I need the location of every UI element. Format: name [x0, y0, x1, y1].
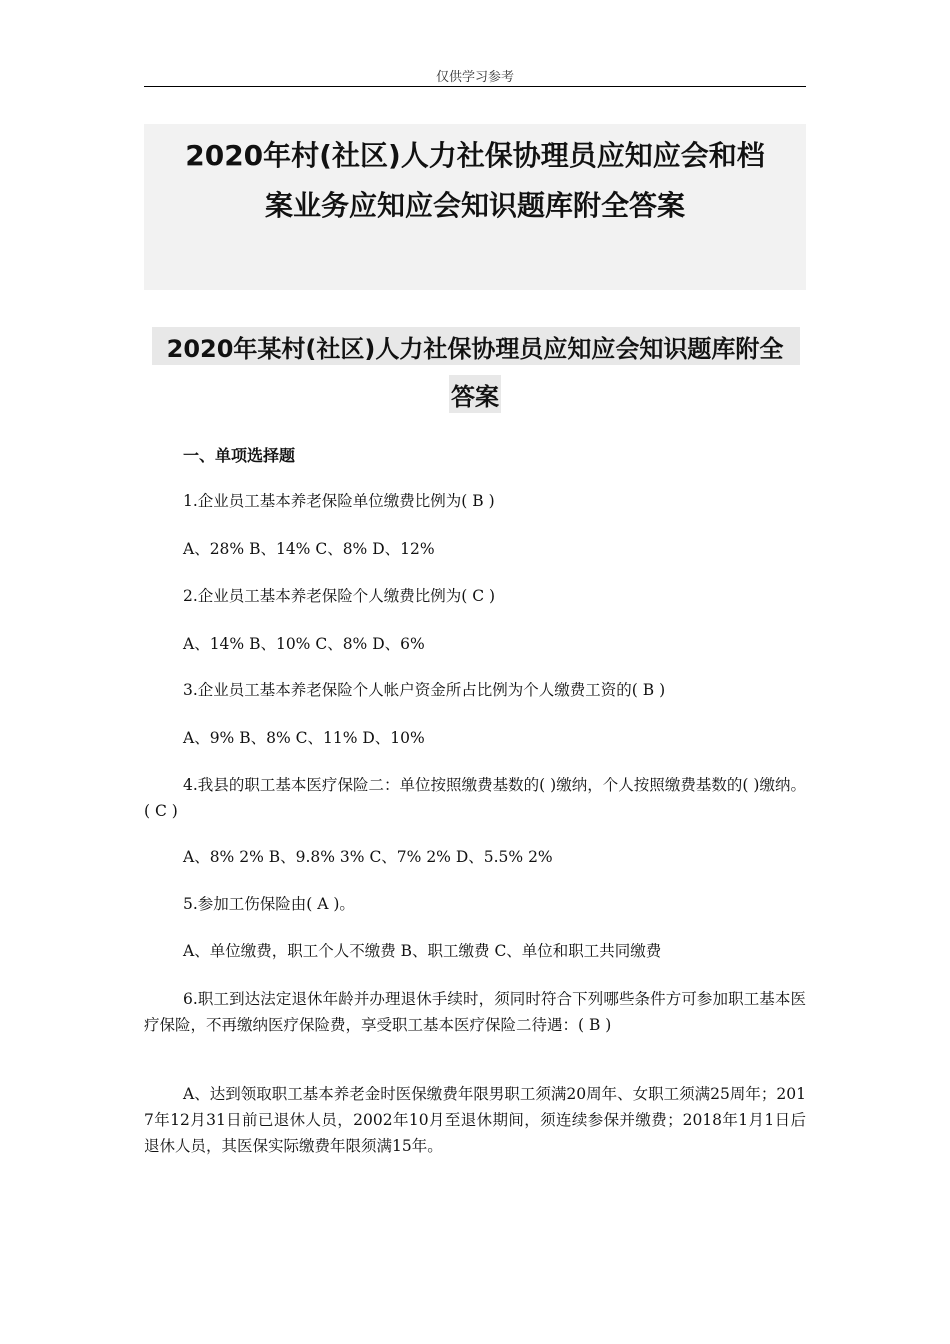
- document-subtitle-line-2: 答案: [451, 383, 499, 411]
- page-header-text: 仅供学习参考: [435, 70, 514, 85]
- section-heading: 一、单项选择题: [183, 446, 296, 465]
- question-1: 1.企业员工基本养老保险单位缴费比例为( B ): [183, 492, 495, 510]
- question-6-option-a: A、达到领取职工基本养老金时医保缴费年限男职工须满20周年、女职工须满25周年；2017年12月31日前已退休人员，2002年10月至退休期间，须连续参保并缴费；2018年1月1日后退休人员，其医保实际缴费年限须满15年。: [144, 1085, 806, 1155]
- question-5-options: A、单位缴费，职工个人不缴费 B、职工缴费 C、单位和职工共同缴费: [183, 942, 662, 960]
- question-2-options: A、14% B、10% C、8% D、6%: [183, 635, 425, 653]
- question-4-options: A、8% 2% B、9.8% 3% C、7% 2% D、5.5% 2%: [183, 848, 553, 866]
- document-title-line-1: 2020年村(社区)人力社保协理员应知应会和档: [185, 139, 765, 172]
- question-1-options: A、28% B、14% C、8% D、12%: [183, 540, 435, 558]
- question-5: 5.参加工伤保险由( A )。: [183, 895, 355, 913]
- question-3: 3.企业员工基本养老保险个人帐户资金所占比例为个人缴费工资的( B ): [183, 681, 666, 699]
- document-subtitle-line-1: 2020年某村(社区)人力社保协理员应知应会知识题库附全: [166, 335, 784, 363]
- question-6: 6.职工到达法定退休年龄并办理退休手续时，须同时符合下列哪些条件方可参加职工基本医疗保险，不再缴纳医疗保险费，享受职工基本医疗保险二待遇：( B ): [144, 990, 806, 1034]
- document-title-line-2: 案业务应知应会知识题库附全答案: [264, 189, 685, 222]
- question-2: 2.企业员工基本养老保险个人缴费比例为( C ): [183, 587, 496, 605]
- page-header-rule: [144, 86, 806, 87]
- question-4: 4.我县的职工基本医疗保险二：单位按照缴费基数的( )缴纳，个人按照缴费基数的( )缴纳。( C ): [144, 776, 806, 820]
- question-3-options: A、9% B、8% C、11% D、10%: [183, 729, 425, 747]
